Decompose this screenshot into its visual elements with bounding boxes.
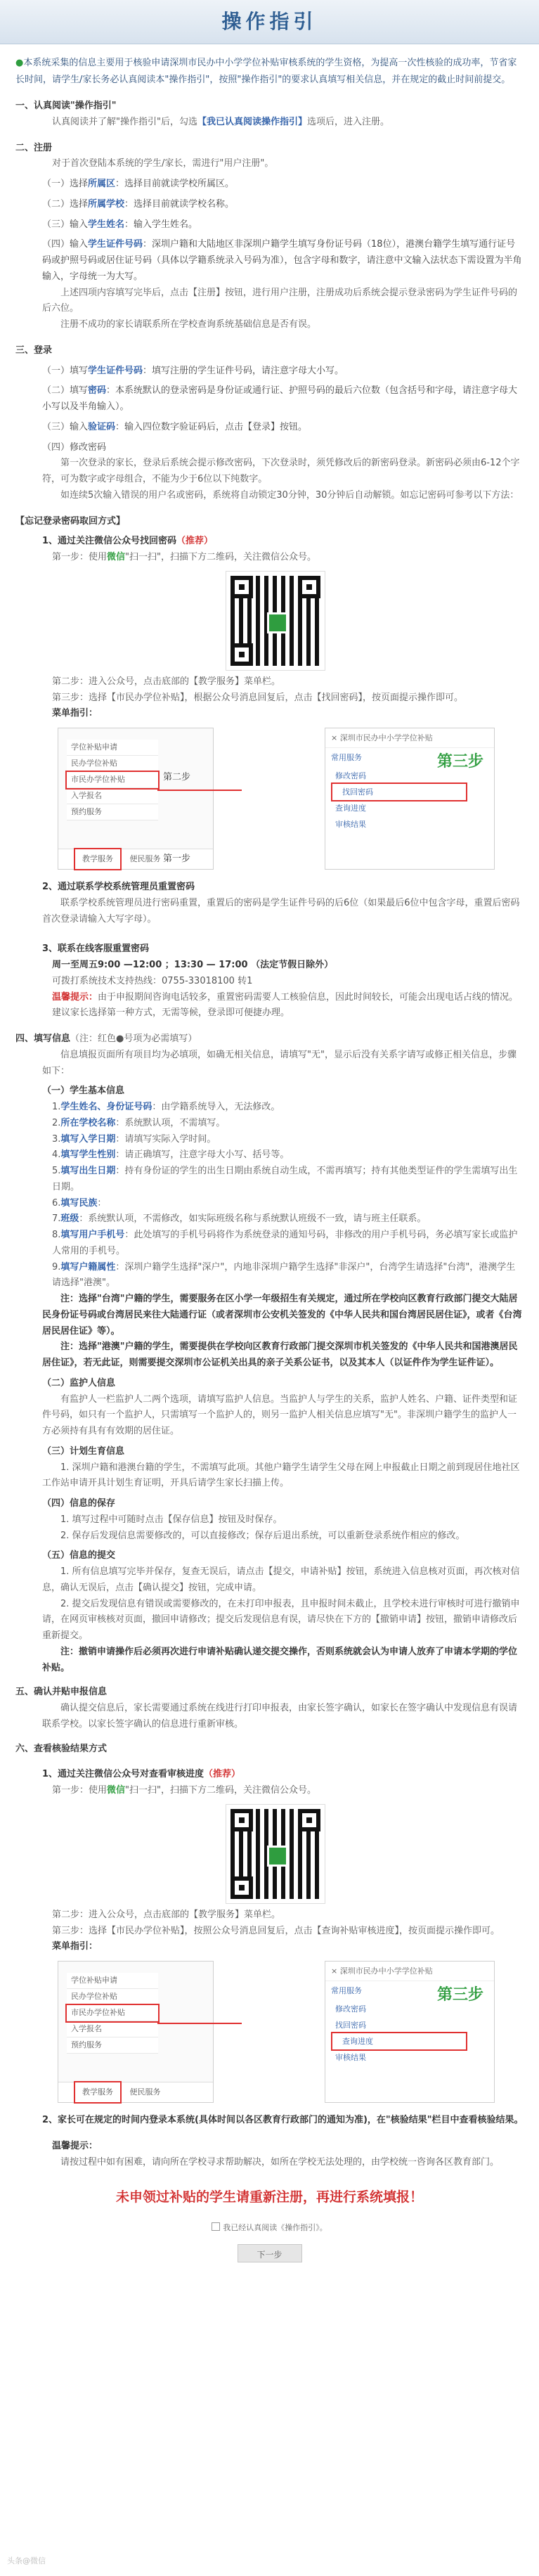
title: 1、通过关注微信公众号对查看审核进度 (42, 1769, 204, 1780)
content (15, 55, 524, 2262)
menu-bar-teaching-service[interactable]: 教学服务 (75, 849, 120, 869)
paragraph: 1. 填写过程中可随时点击【保存信息】按钮及时保存。 (60, 1514, 283, 1525)
rest: ：选择目前就读学校名称。 (124, 198, 235, 210)
step: 第三步：选择【市民办学位补贴】，根据公众号消息回复后，点击【找回密码】，按页面提示操作即可。 (52, 692, 464, 703)
key: 填写用户手机号 (60, 1230, 125, 1241)
qr-logo-icon (267, 612, 288, 633)
info-row (52, 1132, 524, 1148)
menu-guide-figure (58, 1961, 524, 2108)
paragraph: 信息填报页面所有项目均为必填项，如确无相关信息，请填写"无"，显示后没有关系字请写或修正相关信息，步骤如下： (42, 1049, 517, 1076)
section-fill-info (15, 1031, 524, 1757)
agree-checkbox[interactable] (212, 2222, 220, 2231)
login-item (42, 363, 524, 380)
key: 班级 (60, 1213, 79, 1225)
rest: ：由学籍系统导入，无法修改。 (152, 1102, 280, 1113)
key: 填写入学日期 (60, 1133, 116, 1145)
menu-item[interactable]: 预约服务 (67, 2037, 158, 2054)
panel-item[interactable]: 修改密码 (335, 2004, 366, 2014)
num: 6. (52, 1197, 61, 1209)
rest: ：持有身份证的学生的出生日期由系统自动生成，不需再填写；持有其他类型证件的学生需填写出生日期。 (52, 1166, 518, 1192)
menu-item[interactable]: 学位补贴申请 (67, 740, 158, 756)
tip (52, 990, 524, 1022)
sub-heading: （三）计划生育信息 (42, 1445, 125, 1457)
rest: ：请填写实际入学时间。 (115, 1133, 216, 1145)
qr-finder (230, 1809, 253, 1831)
text: "扫一扫"，扫描下方二维码，关注微信公众号。 (125, 552, 316, 563)
next-button[interactable]: 下一步 (238, 2244, 302, 2262)
tip-text: 由于申报期间咨询电话较多，重置密码需要人工核验信息，因此时间较长，可能会出现电话占线的情况。建议家长选择第一种方式，无需等候，登录即可便捷办理。 (52, 991, 519, 1019)
num: 7. (52, 1213, 61, 1225)
qr-finder (298, 1809, 320, 1831)
menu-bar-teaching-service[interactable]: 教学服务 (75, 2082, 120, 2102)
paragraph: 联系学校系统管理员进行密码重置，重置后的密码是学生证件号码的后6位（如果最后6位中包含字母，重置后密码首次登录请输入大写字母）。 (42, 897, 520, 925)
wechat-label: 微信 (107, 1785, 126, 1796)
rest: ：本系统默认的登录密码是身份证或通行证、护照号码的最后六位数（包含括号和字母，请注意字母大小写以及半角输入）。 (42, 385, 518, 413)
paragraph: 确认提交信息后，家长需要通过系统在线进行打印申报表，由家长签字确认，如家长在签字确认中发现信息有误请联系学校。以家长签字确认的信息进行重新审核。 (42, 1703, 518, 1730)
rest: ：填写注册的学生证件号码，请注意字母大小写。 (143, 365, 344, 376)
text: "扫一扫"，扫描下方二维码，关注微信公众号。 (125, 1785, 316, 1796)
label: （一）选择 (42, 179, 89, 190)
agree-row[interactable] (15, 2221, 524, 2234)
sub-heading: （五）信息的提交 (42, 1550, 116, 1561)
section-heading (15, 1031, 524, 1048)
menu-item[interactable]: 民办学位补贴 (67, 756, 158, 772)
label: （三）输入 (42, 219, 89, 230)
rest: ： (97, 1197, 107, 1209)
qr-code-icon (226, 572, 325, 670)
panel-header: × 深圳市民办中小学学位补贴 (325, 1962, 494, 1981)
menu-item[interactable]: 入学报名 (67, 788, 158, 804)
label: （一）填写 (42, 365, 89, 376)
section-result (15, 1767, 524, 2170)
paragraph: 请按过程中如有困难，请向所在学校寻求帮助解决，如所在学校无法处理的，由学校统一咨询各区教育部门。 (60, 2156, 500, 2168)
section-heading: 五、确认并贴申报信息 (15, 1687, 108, 1698)
login-item (42, 420, 524, 436)
text: 选项后，进入注册。 (306, 116, 389, 127)
section-heading: 三、登录 (15, 344, 53, 356)
paragraph: 2. 保存后发现信息需要修改的，可以直接修改；保存后退出系统，可以重新登录系统作相应的修改。 (60, 1530, 465, 1541)
section-login (15, 343, 524, 504)
qr-code-icon (226, 1805, 325, 1903)
paragraph: 1. 所有信息填写完毕并保存，复查无误后，请点击【提交，申请补贴】按钮，系统进入信息核对页面，再次核对信息，确认无误后，点击【确认提交】按钮，完成申请。 (42, 1566, 520, 1593)
key: 学生证件号码 (88, 239, 143, 250)
panel-subheader: 常用服务 (331, 753, 362, 763)
rest: ：系统默认项，不需修改，如实际班级名称与系统默认班级不一致，请与班主任联系。 (79, 1213, 427, 1225)
panel-subheader: 常用服务 (331, 1986, 362, 1996)
heading-text: 四、填写信息 (15, 1033, 71, 1045)
notice: 注：撤销申请操作后必须再次进行申请补贴确认递交提交操作，否则系统就会认为申请人放弃了申请本学期的学位补贴。 (42, 1646, 518, 1673)
method-title: 2、家长可在规定的时间内登录本系统(具体时间以各区教育行政部门的通知为准)，在"核验结果"栏目中查看核验结果。 (42, 2115, 524, 2126)
rest: ：此处填写的手机号码将作为系统登录的通知号码，非修改的用户手机号码，务必填写家长或监护人常用的手机号。 (52, 1230, 518, 1256)
intro (15, 55, 524, 89)
section-text: 对于首次登陆本系统的学生/家长，需进行"用户注册"。 (52, 158, 274, 169)
panel-item-highlighted[interactable]: 找回密码 (332, 784, 466, 800)
menu-guide-label: 菜单指引： (52, 1941, 98, 1952)
label: （二）填写 (42, 385, 89, 397)
menu-item[interactable]: 民办学位补贴 (67, 1989, 158, 2005)
intro-text: 本系统采集的信息主要用于核验申请深圳市民办中小学学位补贴审核系统的学生资格，为提高一次性核验的成功率，节省家长时间，请学生/家长务必认真阅读本"操作指引"，按照"操作指引"的要求认真填写相关信息，并在规定的截止时间前提交。 (15, 58, 517, 86)
title: 1、通过关注微信公众号找回密码 (42, 536, 177, 547)
text: 第一步：使用 (52, 1785, 108, 1796)
panel-item[interactable]: 修改密码 (335, 771, 366, 780)
menu-bar-convenience[interactable]: 便民服务 (129, 2087, 161, 2097)
paragraph: 有监护人一栏监护人二两个选项，请填写监护人信息。当监护人与学生的关系，监护人姓名、户籍、证件类型和证件号码，如只有一个监护人，只需填写一个监护人的，则另一监护人相关信息应填写"无"。非深圳户籍学生的监护人一方必须持有具有有效期的居住证。 (42, 1393, 518, 1437)
section-read-guide (15, 98, 524, 131)
qr-finder (230, 643, 253, 666)
paragraph: 第一次登录的家长，登录后系统会提示修改密码，下次登录时，须凭修改后的新密码登录。新密码必须由6-12个字符，可为数字或字母组合，不能为少于6位以下纯数字。 (42, 458, 520, 485)
watermark: 头条@微信 (7, 2556, 46, 2565)
num: 8. (52, 1230, 61, 1241)
rest: ：系统默认项，不需填写。 (115, 1117, 226, 1128)
phone-screen (58, 1961, 214, 2103)
service-hours: 周一至周五9:00 —12:00 ；13:30 — 17:00 （法定节假日除外） (52, 960, 334, 971)
section-forgot-password (15, 514, 524, 1022)
paragraph: 上述四项内容填写完毕后，点击【注册】按钮，进行用户注册，注册成功后系统会提示登录密码为学生证件号码的后六位。 (42, 287, 518, 314)
section-heading: 六、查看核验结果方式 (15, 1743, 108, 1754)
key: 所属学校 (88, 198, 125, 210)
section-heading: 一、认真阅读"操作指引" (15, 101, 117, 112)
menu-item[interactable]: 预约服务 (67, 804, 158, 820)
section-register (15, 141, 524, 333)
method-title (42, 1767, 524, 1783)
info-row (52, 1164, 524, 1196)
qr-finder (230, 1876, 253, 1899)
paragraph: 如连续5次输入错误的用户名或密码，系统将自动锁定30分钟，30分钟后自动解锁。如忘记密码可参考以下方法： (60, 489, 519, 501)
section-text (52, 115, 524, 131)
section-heading: 二、注册 (15, 142, 53, 153)
wechat-label: 微信 (107, 552, 126, 563)
panel-header: × 深圳市民办中小学学位补贴 (325, 728, 494, 748)
notice: 注：选择"台湾"户籍的学生，需要服务在区小学一年级招生有关规定，通过所在学校向区教育行政部门提交大陆居民身份证号码或台湾居民来往大陆通行证（或者深圳市公安机关签发的《中华人民共和国台湾居民居住证》，或者《台湾居民居住证》等）。 (42, 1294, 522, 1337)
menu-item-highlighted[interactable]: 市民办学位补贴 (67, 2005, 158, 2021)
key: 所属区 (88, 179, 116, 190)
info-row (52, 1228, 524, 1260)
num: 5. (52, 1166, 61, 1177)
paragraph: 1. 深圳户籍和港澳台籍的学生，不需填写此项。其他户籍学生请学生父母在网上申报截止日期之前到现居住地社区工作站申请开具计划生育证明，开具后请学生家长扫描上传。 (42, 1462, 520, 1489)
num: 3. (52, 1133, 61, 1145)
wechat-menu (67, 740, 158, 820)
title-bar (0, 0, 539, 44)
tip-label: 温馨提示： (52, 2140, 98, 2151)
num: 2. (52, 1117, 61, 1128)
step: 第三步：选择【市民办学位补贴】，按照公众号消息回复后，点击【查询补贴审核进度】，按页面提示操作即可。 (52, 1925, 500, 1936)
label: （三）输入 (42, 421, 89, 432)
login-item: （四）修改密码 (42, 442, 107, 453)
key: 填写民族 (60, 1197, 98, 1209)
menu-item[interactable]: 学位补贴申请 (67, 1973, 158, 1989)
rest: ：输入学生姓名。 (124, 219, 198, 230)
step3-label: 第三步 (437, 753, 484, 771)
info-row (52, 1260, 524, 1292)
info-row (52, 1116, 524, 1132)
num: 1. (52, 1102, 61, 1113)
qr-logo-icon (267, 1846, 288, 1867)
register-item (42, 237, 524, 285)
arrow-line (157, 2023, 242, 2024)
key: 学生姓名 (88, 219, 125, 230)
agree-highlight: 【我已认真阅读操作指引】 (197, 116, 307, 127)
panel-item-highlighted[interactable]: 查询进度 (332, 2033, 466, 2049)
menu-guide-figure (58, 728, 524, 875)
text: 第一步：使用 (52, 552, 108, 563)
panel-item[interactable]: 审核结果 (335, 2053, 366, 2063)
hotline: 可拨打系统技术支持热线：0755-33018100 转1 (52, 975, 253, 986)
sub-heading: （二）监护人信息 (42, 1377, 116, 1389)
key: 填写户籍属性 (60, 1261, 116, 1273)
num: 4. (52, 1149, 61, 1161)
info-row (52, 1196, 524, 1212)
heading-note: （注：红色●号项为必需填写） (70, 1033, 197, 1045)
rest: ：深圳户籍和大陆地区非深圳户籍学生填写身份证号码（18位），港澳台籍学生填写通行证号码或护照号码或居住证号码（具体以学籍系统录入号码为准），包含字母和数字，请注意中文输入法状态下需设置为半角输入，字母统一为大写。 (42, 239, 522, 282)
wechat-menu (67, 1973, 158, 2054)
rest: ：输入四位数字验证码后，点击【登录】按钮。 (115, 421, 308, 432)
tip-label: 温馨提示： (52, 991, 98, 1003)
arrow-line (157, 790, 242, 791)
paragraph: 2. 提交后发现信息有错误或需要修改的，在未打印申报表，且申报时间未截止，且学校未进行审核时可进行撤销申请，在网页审核核对页面，撤回申请修改；提交后发现信息有误，请尽快在下方的【撤销申请】按钮，撤销申请修改后重新提交。 (42, 1598, 520, 1642)
info-row (52, 1100, 524, 1116)
register-item (42, 176, 524, 193)
step-label: 第一步 (163, 854, 191, 865)
method-title (42, 534, 524, 550)
recommend-tag: （推荐） (176, 536, 214, 547)
bullet-icon: ● (15, 58, 24, 68)
step: 第二步：进入公众号，点击底部的【教学服务】菜单栏。 (52, 1909, 281, 1920)
method-title: 3、联系在线客服重置密码 (42, 944, 150, 955)
rest: ：选择目前就读学校所属区。 (115, 179, 235, 190)
rest: ：请正确填写，注意字母大小写、括号等。 (115, 1149, 290, 1161)
key: 填写出生日期 (60, 1166, 116, 1177)
key: 验证码 (88, 421, 116, 432)
qr-finder (230, 576, 253, 598)
key: 密码 (88, 385, 107, 397)
page-title: 操作指引 (221, 10, 318, 33)
step (52, 550, 524, 566)
method-title: 2、通过联系学校系统管理员重置密码 (42, 882, 195, 893)
step: 第二步：进入公众号，点击底部的【教学服务】菜单栏。 (52, 676, 281, 687)
panel-item[interactable]: 找回密码 (335, 2020, 366, 2030)
label: （四）输入 (42, 239, 89, 250)
num: 9. (52, 1261, 61, 1273)
wechat-menu-bar (58, 2082, 213, 2102)
menu-item[interactable]: 入学报名 (67, 2021, 158, 2037)
register-item (42, 197, 524, 213)
key: 所在学校名称 (60, 1117, 116, 1128)
key: 填写学生性别 (60, 1149, 116, 1161)
sub-heading: （四）信息的保存 (42, 1498, 116, 1509)
login-item (42, 383, 524, 416)
menu-bar-convenience[interactable]: 便民服务 (129, 854, 161, 864)
recommend-tag: （推荐） (204, 1769, 241, 1780)
text: 认真阅读并了解"操作指引"后，勾选 (52, 116, 197, 127)
section-heading: 【忘记登录密码取回方式】 (15, 515, 126, 527)
menu-guide-label: 菜单指引： (52, 708, 98, 719)
rest: ：深圳户籍学生选择"深户"，内地非深圳户籍学生选择"非深户"，台湾学生请选择"台湾"，港澳学生请选择"港澳"。 (52, 1261, 516, 1289)
menu-item-highlighted[interactable]: 市民办学位补贴 (67, 772, 158, 788)
agree-label[interactable]: 我已经认真阅读《操作指引》。 (223, 2222, 327, 2232)
qr-finder (298, 576, 320, 598)
label: （二）选择 (42, 198, 89, 210)
step3-label: 第三步 (437, 1986, 484, 2004)
step (52, 1783, 524, 1799)
register-item (42, 217, 524, 233)
key: 学生姓名、身份证号码 (60, 1102, 152, 1113)
sub-heading: （一）学生基本信息 (42, 1086, 125, 1097)
phone-screen (58, 728, 214, 870)
step-label: 第二步 (163, 772, 191, 783)
notice: 注：选择"港澳"户籍的学生，需要提供在学校向区教育行政部门提交深圳市机关签发的《中华人民共和国港澳居民居住证》，若无此证，则需要提交深圳市公证机关出具的亲子关系公证书，以及其本人（以证件作为学生证件证）。 (42, 1341, 518, 1369)
paragraph: 注册不成功的家长请联系所在学校查询系统基础信息是否有误。 (60, 319, 317, 330)
closing-notice: 未申领过补贴的学生请重新注册，再进行系统填报！ (115, 2189, 423, 2205)
panel-item[interactable]: 审核结果 (335, 820, 366, 830)
panel-item[interactable]: 查询进度 (335, 804, 366, 813)
info-row (52, 1211, 524, 1228)
info-row (52, 1147, 524, 1164)
key: 学生证件号码 (88, 365, 143, 376)
